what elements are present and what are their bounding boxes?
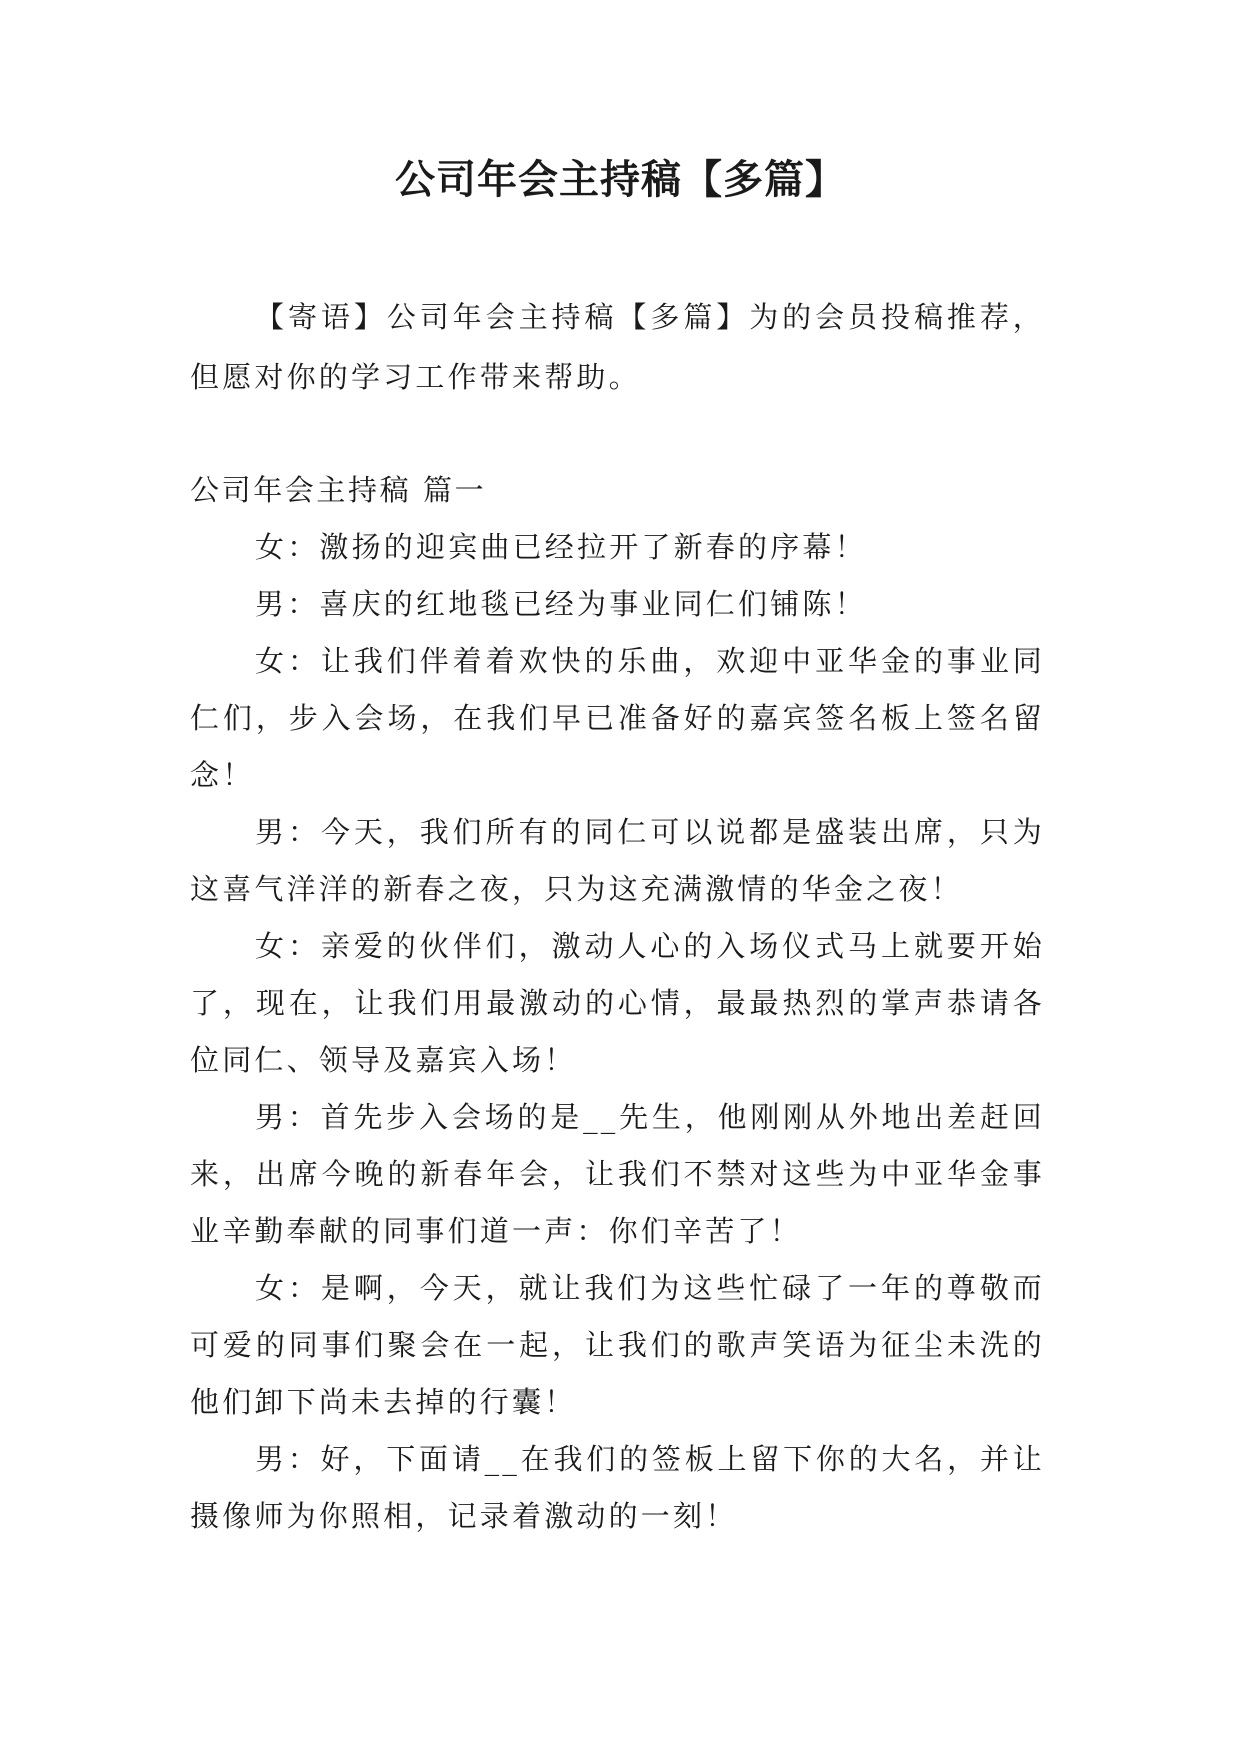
paragraph: 男：首先步入会场的是__先生，他刚刚从外地出差赶回来，出席今晚的新春年会，让我们不禁对这些为中亚华金事业辛勤奉献的同事们道一声：你们辛苦了！ [190,1100,1045,1248]
document-title: 公司年会主持稿【多篇】 [395,157,846,203]
intro-block [190,287,1045,407]
paragraph: 女：亲爱的伙伴们，激动人心的入场仪式马上就要开始了，现在，让我们用最激动的心情，最最热烈的掌声恭请各位同仁、领导及嘉宾入场！ [190,929,1045,1077]
paragraph: 男：好，下面请__在我们的签板上留下你的大名，并让摄像师为你照相，记录着激动的一刻！ [190,1442,1045,1533]
paragraph: 男：喜庆的红地毯已经为事业同仁们铺陈！ [255,587,867,621]
paragraph: 女：是啊，今天，就让我们为这些忙碌了一年的尊敬而可爱的同事们聚会在一起，让我们的歌声笑语为征尘未洗的他们卸下尚未去掉的行囊！ [190,1271,1045,1419]
section-heading: 公司年会主持稿 篇一 [190,473,487,507]
content-block [190,462,1045,1545]
paragraph: 男：今天，我们所有的同仁可以说都是盛装出席，只为这喜气洋洋的新春之夜，只为这充满激情的华金之夜！ [190,815,1045,906]
paragraph: 女：激扬的迎宾曲已经拉开了新春的序幕！ [255,530,867,564]
paragraph: 女：让我们伴着着欢快的乐曲，欢迎中亚华金的事业同仁们，步入会场，在我们早已准备好的嘉宾签名板上签名留念！ [190,644,1045,792]
intro-paragraph: 【寄语】公司年会主持稿【多篇】为的会员投稿推荐，但愿对你的学习工作带来帮助。 [190,300,1045,394]
